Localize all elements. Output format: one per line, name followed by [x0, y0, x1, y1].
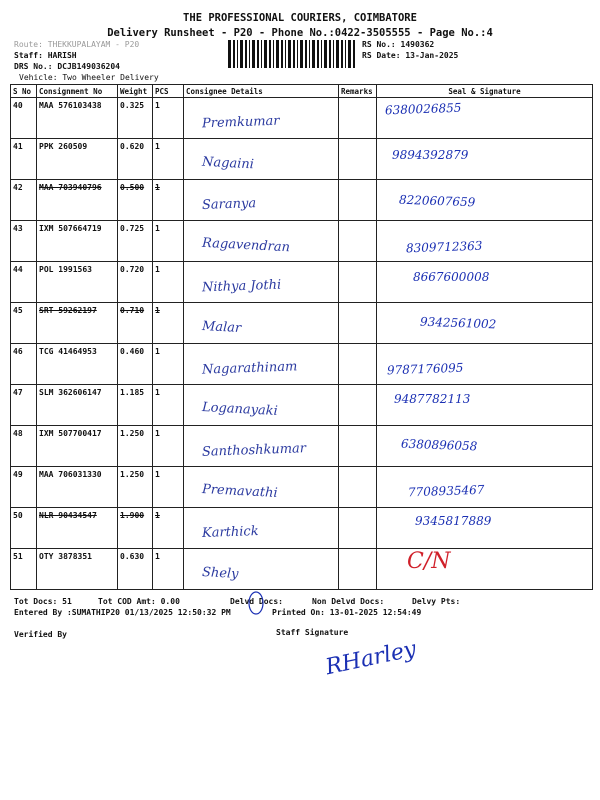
row-remarks	[339, 180, 377, 221]
row-pcs: 1	[153, 344, 184, 385]
row-remarks	[339, 139, 377, 180]
route-label: Route: THEKKUPALAYAM - P20	[14, 40, 140, 49]
runsheet-table	[10, 84, 593, 590]
barcode-bar	[312, 40, 315, 68]
entered-by: Entered By :SUMATHIP20 01/13/2025 12:50:32 PM	[14, 608, 231, 617]
consignee-handwritten-name: Saranya	[201, 196, 257, 213]
row-consignment-no: MAA 706031330	[37, 467, 118, 508]
signature-handwritten-number: 9487782113	[394, 392, 471, 406]
row-consignment-no: NLR 90434547	[37, 508, 118, 549]
row-remarks	[339, 508, 377, 549]
staff-signature-label: Staff Signature	[276, 628, 349, 637]
row-consignee-details	[184, 180, 339, 221]
barcode-bar	[305, 40, 307, 68]
row-seal-signature	[377, 221, 593, 262]
row-pcs: 1	[153, 139, 184, 180]
table-row	[11, 221, 593, 262]
row-pcs: 1	[153, 385, 184, 426]
circle-stamp-mark	[246, 590, 266, 616]
row-seal-signature	[377, 344, 593, 385]
row-consignee-details	[184, 467, 339, 508]
verified-by: Verified By	[14, 630, 67, 639]
barcode-bar	[285, 40, 286, 68]
barcode-bar	[321, 40, 322, 68]
row-consignment-no: SRT 59262197	[37, 303, 118, 344]
row-seal-signature	[377, 549, 593, 590]
row-consignee-details	[184, 98, 339, 139]
delvy-pts: Delvy Pts:	[412, 597, 461, 606]
vehicle-label: Vehicle: Two Wheeler Delivery	[19, 73, 159, 82]
signature-handwritten-number: 6380896058	[400, 436, 478, 454]
row-pcs: 1	[153, 549, 184, 590]
signature-handwritten-number: 9894392879	[392, 148, 469, 162]
signature-handwritten-number: C/N	[407, 549, 451, 574]
barcode-bar	[324, 40, 327, 68]
barcode-bar	[293, 40, 295, 68]
row-weight: 0.710	[118, 303, 153, 344]
delvd-docs: Delvd Docs:	[230, 597, 283, 606]
barcode-bar	[336, 40, 339, 68]
col-weight: Weight	[118, 85, 153, 98]
row-remarks	[339, 221, 377, 262]
barcode-bar	[273, 40, 274, 68]
row-consignment-no: IXM 507664719	[37, 221, 118, 262]
row-weight: 0.500	[118, 180, 153, 221]
row-seal-signature	[377, 180, 593, 221]
tot-docs: Tot Docs: 51	[14, 597, 72, 606]
signature-handwritten-number: 9787176095	[386, 360, 464, 378]
row-weight: 1.250	[118, 467, 153, 508]
consignee-handwritten-name: Nagarathinam	[201, 359, 298, 378]
row-consignment-no: MAA 703940796	[37, 180, 118, 221]
row-weight: 0.460	[118, 344, 153, 385]
barcode-bar	[233, 40, 235, 68]
barcode-bar	[257, 40, 259, 68]
barcode-bar	[240, 40, 243, 68]
row-sno: 40	[11, 98, 37, 139]
row-seal-signature	[377, 467, 593, 508]
row-weight: 0.325	[118, 98, 153, 139]
barcode-bar	[348, 40, 351, 68]
barcode-bar	[288, 40, 291, 68]
barcode-bar	[237, 40, 238, 68]
barcode-bar	[269, 40, 271, 68]
consignee-handwritten-name: Santhoshkumar	[201, 441, 307, 460]
row-sno: 50	[11, 508, 37, 549]
row-consignee-details	[184, 549, 339, 590]
row-consignment-no: POL 1991563	[37, 262, 118, 303]
signature-handwritten-number: 9342561002	[419, 314, 497, 332]
row-consignee-details	[184, 508, 339, 549]
row-pcs: 1	[153, 467, 184, 508]
barcode-bar	[281, 40, 283, 68]
row-sno: 48	[11, 426, 37, 467]
row-weight: 1.185	[118, 385, 153, 426]
barcode-bar	[264, 40, 267, 68]
row-remarks	[339, 467, 377, 508]
col-remarks: Remarks	[339, 85, 377, 98]
row-consignee-details	[184, 262, 339, 303]
signature-handwritten-number: 8667600008	[413, 270, 490, 284]
table-row	[11, 385, 593, 426]
row-consignment-no: PPK 260509	[37, 139, 118, 180]
row-consignee-details	[184, 426, 339, 467]
consignee-handwritten-name: Loganayaki	[201, 400, 279, 419]
non-delvd-docs: Non Delvd Docs:	[312, 597, 385, 606]
row-consignee-details	[184, 303, 339, 344]
tot-cod-amt: Tot COD Amt: 0.00	[98, 597, 180, 606]
row-pcs: 1	[153, 262, 184, 303]
row-remarks	[339, 426, 377, 467]
row-pcs: 1	[153, 98, 184, 139]
row-consignment-no: SLM 362606147	[37, 385, 118, 426]
row-consignment-no: MAA 576103438	[37, 98, 118, 139]
signature-handwritten-number: 8309712363	[405, 238, 483, 256]
row-seal-signature	[377, 98, 593, 139]
table-row	[11, 508, 593, 549]
company-title: THE PROFESSIONAL COURIERS, COIMBATORE	[183, 12, 417, 24]
row-consignment-no: OTY 3878351	[37, 549, 118, 590]
col-pcs: PCS	[153, 85, 184, 98]
row-seal-signature	[377, 508, 593, 549]
table-row	[11, 426, 593, 467]
printed-on: Printed On: 13-01-2025 12:54:49	[272, 608, 422, 617]
table-row	[11, 180, 593, 221]
col-seal-signature: Seal & Signature	[377, 85, 593, 98]
row-sno: 44	[11, 262, 37, 303]
row-weight: 0.725	[118, 221, 153, 262]
row-pcs: 1	[153, 508, 184, 549]
staff-label: Staff: HARISH	[14, 51, 77, 60]
rs-date: RS Date: 13-Jan-2025	[362, 51, 459, 60]
consignee-handwritten-name: Karthick	[201, 524, 259, 541]
row-consignee-details	[184, 139, 339, 180]
row-remarks	[339, 344, 377, 385]
barcode-bar	[228, 40, 231, 68]
signature-handwritten-number: 7708935467	[407, 482, 485, 500]
barcode-bar	[252, 40, 255, 68]
row-remarks	[339, 303, 377, 344]
rs-number: RS No.: 1490362	[362, 40, 435, 49]
consignee-handwritten-name: Premavathi	[201, 482, 278, 501]
row-remarks	[339, 98, 377, 139]
signature-handwritten-number: 6380026855	[384, 100, 462, 118]
row-weight: 0.720	[118, 262, 153, 303]
barcode-bar	[317, 40, 319, 68]
table-row	[11, 139, 593, 180]
table-row	[11, 262, 593, 303]
row-consignee-details	[184, 221, 339, 262]
barcode-bar	[329, 40, 331, 68]
row-seal-signature	[377, 139, 593, 180]
barcode-bar	[297, 40, 298, 68]
signature-handwritten-number: 8220607659	[398, 192, 476, 210]
table-header-row	[11, 85, 593, 98]
consignee-handwritten-name: Shely	[201, 565, 239, 582]
row-remarks	[339, 549, 377, 590]
col-consignment-no: Consignment No	[37, 85, 118, 98]
row-pcs: 1	[153, 303, 184, 344]
row-sno: 41	[11, 139, 37, 180]
table-row	[11, 549, 593, 590]
consignee-handwritten-name: Premkumar	[201, 113, 280, 132]
col-consignee-details: Consignee Details	[184, 85, 339, 98]
barcode-bar	[353, 40, 355, 68]
row-seal-signature	[377, 426, 593, 467]
row-weight: 0.630	[118, 549, 153, 590]
drs-number: DRS No.: DCJB149036204	[14, 62, 120, 71]
row-sno: 42	[11, 180, 37, 221]
row-seal-signature	[377, 385, 593, 426]
row-pcs: 1	[153, 180, 184, 221]
table-row	[11, 98, 593, 139]
barcode-bar	[345, 40, 346, 68]
row-consignee-details	[184, 385, 339, 426]
row-sno: 49	[11, 467, 37, 508]
row-sno: 46	[11, 344, 37, 385]
row-weight: 0.620	[118, 139, 153, 180]
barcode-image	[228, 40, 356, 68]
table-row	[11, 344, 593, 385]
row-remarks	[339, 262, 377, 303]
consignee-handwritten-name: Nithya Jothi	[201, 277, 282, 296]
row-consignee-details	[184, 344, 339, 385]
row-pcs: 1	[153, 426, 184, 467]
row-sno: 51	[11, 549, 37, 590]
barcode-bar	[249, 40, 250, 68]
row-weight: 1.250	[118, 426, 153, 467]
runsheet-subtitle: Delivery Runsheet - P20 - Phone No.:0422-3505555 - Page No.:4	[107, 27, 493, 39]
barcode-bar	[341, 40, 343, 68]
staff-handwritten-signature: RHarley	[323, 636, 419, 681]
signature-handwritten-number: 9345817889	[415, 514, 492, 528]
col-sno: S No	[11, 85, 37, 98]
row-weight: 1.900	[118, 508, 153, 549]
table-row	[11, 467, 593, 508]
row-consignment-no: TCG 41464953	[37, 344, 118, 385]
consignee-handwritten-name: Nagaini	[201, 154, 255, 173]
row-sno: 45	[11, 303, 37, 344]
barcode-bar	[245, 40, 247, 68]
row-remarks	[339, 385, 377, 426]
row-sno: 47	[11, 385, 37, 426]
row-seal-signature	[377, 262, 593, 303]
consignee-handwritten-name: Ragavendran	[201, 235, 291, 256]
row-consignment-no: IXM 507700417	[37, 426, 118, 467]
barcode-bar	[276, 40, 279, 68]
consignee-handwritten-name: Malar	[201, 318, 242, 337]
row-pcs: 1	[153, 221, 184, 262]
row-seal-signature	[377, 303, 593, 344]
barcode-bar	[309, 40, 310, 68]
table-row	[11, 303, 593, 344]
barcode-bar	[300, 40, 303, 68]
row-sno: 43	[11, 221, 37, 262]
barcode-bar	[261, 40, 262, 68]
barcode-bar	[333, 40, 334, 68]
